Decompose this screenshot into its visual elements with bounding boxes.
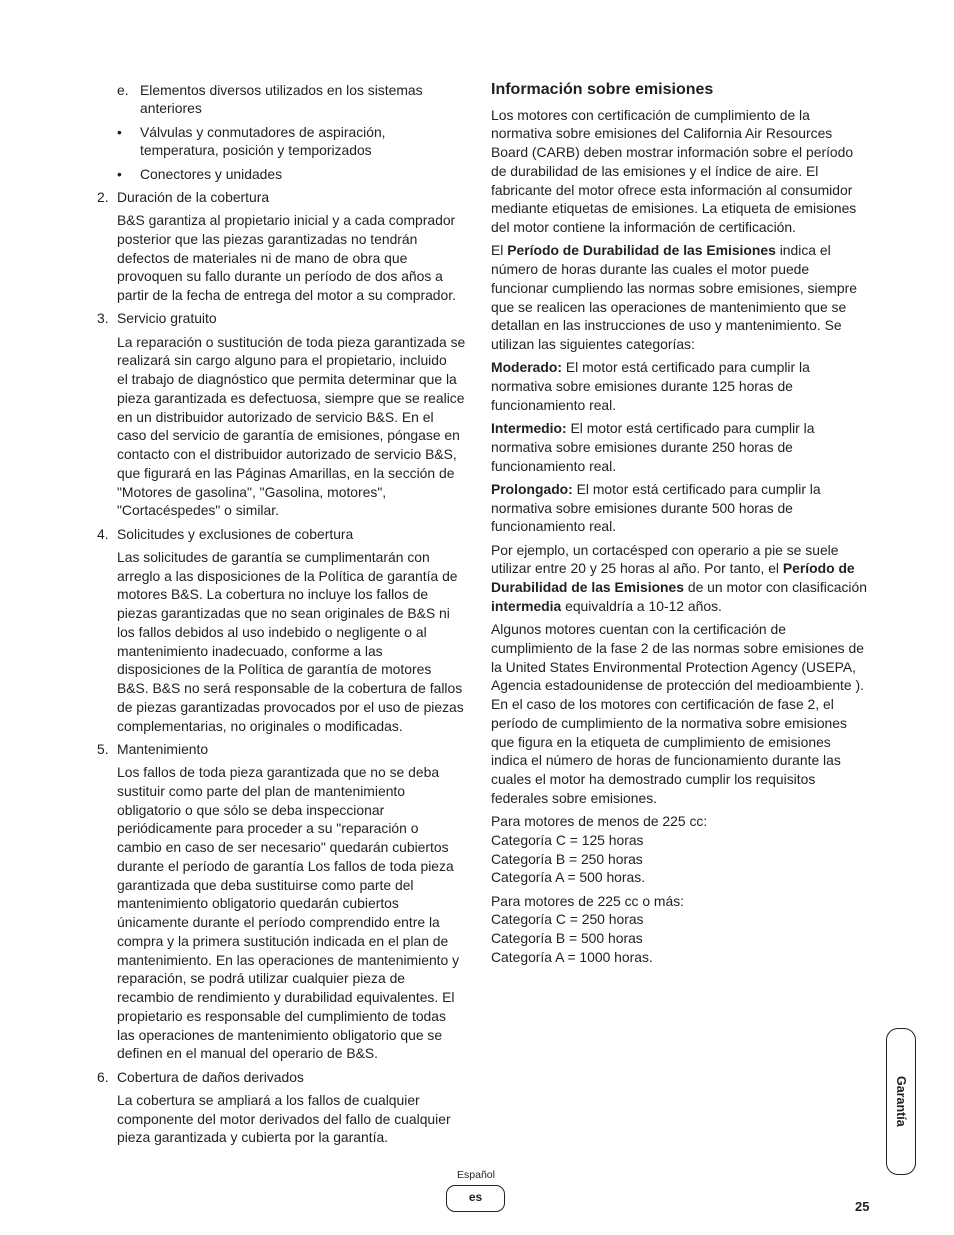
text-line: obligatorio o que sólo se deba inspeccionar: [117, 801, 385, 818]
numbered-heading: [97, 1068, 469, 1087]
text-line: realizará sin cargo alguno para el propietario, incluido: [117, 352, 447, 369]
text-line: que figura en la etiqueta de cumplimiento de emisiones: [491, 733, 831, 750]
body-paragraph: [491, 241, 876, 354]
text-line: caso del servicio de garantía de emisiones, póngase en: [117, 427, 460, 444]
text-line: Categoría C = 125 horas: [491, 831, 644, 848]
body-paragraph: [97, 333, 469, 521]
body-paragraph: [491, 358, 876, 414]
text-line: Board (CARB) deben mostrar información sobre el período: [491, 144, 854, 161]
text-line: Conectores y unidades: [140, 165, 283, 182]
text-line: [491, 597, 876, 616]
list-marker: e.: [117, 81, 129, 98]
text-line: en un distribuidor autorizado de servicio B&S. En el: [117, 408, 434, 425]
text-line: fabricante del motor ofrece esta información al consumidor: [491, 181, 853, 198]
text-line: funcionar cumpliendo las normas sobre emisiones, siempre: [491, 279, 857, 296]
item-number: 2.: [97, 188, 109, 205]
text-line: Los motores con certificación de cumplimiento de la: [491, 106, 810, 123]
text-line: las operaciones de mantenimiento obligatorio que se: [117, 1026, 443, 1043]
warranty-terms-column: [97, 81, 469, 1152]
text-line: arreglo a las disposiciones de la Política de garantía de: [117, 567, 458, 584]
emissions-info-column: [491, 106, 876, 972]
text-segment: El motor está certificado para cumplir la: [572, 480, 821, 497]
body-paragraph: [491, 541, 876, 616]
text-line: La reparación o sustitución de toda pieza garantizada se: [117, 333, 466, 350]
text-line: pieza garantizada y cubierta por la garantía.: [117, 1129, 389, 1146]
list-marker: •: [117, 165, 122, 182]
language-label: Español: [457, 1169, 495, 1181]
text-line: mantenimiento inadecuado, conforme a las: [117, 642, 383, 659]
bold-term: intermedia: [491, 597, 562, 614]
text-line: compra y la primera sustitución indicada en el plan de: [117, 932, 449, 949]
text-line: [491, 578, 876, 597]
text-line: Para motores de 225 cc o más:: [491, 892, 685, 909]
text-line: garantizada que deba sustituirse como parte del: [117, 876, 414, 893]
text-line: utilizan las siguientes categorías:: [491, 336, 695, 353]
bold-term: Prolongado:: [491, 480, 573, 497]
text-line: que se realicen las operaciones de mantenimiento que se: [491, 298, 847, 315]
text-line: periódicamente para proceder a su "reparación o: [117, 820, 419, 837]
text-line: sustituir como parte del plan de mantenimiento: [117, 782, 406, 799]
text-line: disposiciones de la Política de garantía de motores: [117, 661, 432, 678]
bold-term: Período de Durabilidad de las Emisiones: [507, 242, 776, 259]
text-line: recambio de rendimiento y durabilidad equivalentes. El: [117, 989, 455, 1006]
text-segment: utilizar entre 20 y 25 horas al año. Por tanto, el: [491, 560, 783, 577]
body-paragraph: [97, 211, 469, 305]
item-number: 4.: [97, 525, 109, 542]
text-line: mediante etiquetas de emisiones. La etiqueta de emisiones: [491, 200, 857, 217]
text-line: del motor contiene la información de certificación.: [491, 219, 796, 236]
text-line: de piezas garantizadas provocados por el uso de piezas: [117, 698, 464, 715]
text-line: piezas garantizadas que no sean originales de B&S ni: [117, 605, 450, 622]
section-tab-label: Garantía: [894, 1076, 908, 1127]
text-line: los fallos debidos al uso indebido o negligente o al: [117, 623, 427, 640]
text-line: Solicitudes y exclusiones de cobertura: [117, 525, 354, 542]
item-number: 3.: [97, 310, 109, 327]
text-line: Cobertura de daños derivados: [117, 1068, 304, 1085]
numbered-heading: [97, 740, 469, 759]
text-segment: El motor está certificado para cumplir la: [566, 420, 815, 437]
text-line: cuales el motor ha demostrado cumplir los requisitos: [491, 771, 816, 788]
emissions-heading: Información sobre emisiones: [491, 81, 714, 98]
section-tab: [886, 1028, 916, 1175]
text-line: funcionamiento real.: [491, 396, 617, 413]
text-line: Algunos motores cuentan con la certificación de: [491, 621, 786, 638]
text-segment: indica el: [775, 242, 831, 259]
text-line: cumplimiento de la fase 2 de las normas sobre emisiones de: [491, 639, 864, 656]
text-line: Categoría A = 1000 horas.: [491, 948, 653, 965]
bold-term: Moderado:: [491, 359, 562, 376]
language-code-badge: es: [446, 1185, 505, 1212]
text-segment: El: [491, 242, 508, 259]
text-line: "Motores de gasolina", "Gasolina, motores",: [117, 483, 387, 500]
text-line: motores B&S. La cobertura no incluye los fallos de: [117, 586, 429, 603]
text-line: durante el período de garantía Los fallos de toda pieza: [117, 857, 454, 874]
text-line: funcionamiento real.: [491, 457, 617, 474]
text-line: complementarias, no originales o modificadas.: [117, 717, 403, 734]
bold-term: Período de: [782, 560, 855, 577]
text-line: cambio en caso de ser necesario" quedarán cubiertos: [117, 839, 449, 856]
text-line: Servicio gratuito: [117, 310, 217, 327]
text-line: el trabajo de diagnóstico que permita determinar que la: [117, 371, 457, 388]
text-line: propietario es responsable del cumplimiento de todas: [117, 1007, 446, 1024]
text-line: Agencia estadounidense de protección del medioambiente ).: [491, 677, 864, 694]
text-line: mantenimiento obligatorio quedarán cubiertos: [117, 895, 399, 912]
item-number: 5.: [97, 740, 109, 757]
body-paragraph: [491, 419, 876, 475]
text-line: indica el número de horas de funcionamiento durante las: [491, 752, 841, 769]
body-paragraph: [491, 892, 876, 967]
text-line: B&S garantiza al propietario inicial y a cada comprador: [117, 212, 456, 229]
text-line: Mantenimiento: [117, 740, 209, 757]
text-line: pieza garantizada es defectuosa, siempre que se realice: [117, 389, 465, 406]
text-line: funcionamiento real.: [491, 518, 617, 535]
text-line: En el caso de los motores con certificación de fase 2, el: [491, 696, 834, 713]
text-line: Categoría B = 500 horas: [491, 930, 643, 947]
list-item: [97, 81, 469, 119]
text-line: B&S. B&S no será responsable de la cobertura de fallos: [117, 680, 463, 697]
text-line: normativa sobre emisiones durante 500 horas de: [491, 499, 793, 516]
text-line: normativa sobre emisiones del California Air Resources: [491, 125, 833, 142]
text-line: Categoría B = 250 horas: [491, 850, 643, 867]
text-line: definen en el manual del operario de B&S.: [117, 1045, 379, 1062]
bold-term: Durabilidad de las Emisiones: [491, 579, 684, 596]
page-number: 25: [855, 1199, 870, 1214]
body-paragraph: [491, 480, 876, 536]
text-segment: equivaldría a 10-12 años.: [561, 597, 722, 614]
text-line: período de cumplimiento de la normativa sobre emisiones: [491, 714, 847, 731]
text-line: Duración de la cobertura: [117, 188, 270, 205]
text-line: defectos de materiales ni de mano de obra que: [117, 249, 408, 266]
body-paragraph: [97, 763, 469, 1063]
text-line: anteriores: [140, 100, 202, 117]
text-line: [491, 241, 876, 260]
list-item: [97, 123, 469, 161]
numbered-heading: [97, 188, 469, 207]
text-line: [491, 480, 876, 499]
text-line: temperatura, posición y temporizados: [140, 142, 372, 159]
text-line: [491, 358, 876, 377]
text-line: La cobertura se ampliará a los fallos de cualquier: [117, 1091, 420, 1108]
text-line: Válvulas y conmutadores de aspiración,: [140, 123, 386, 140]
text-line: mantenimiento. En las operaciones de mantenimiento y: [117, 951, 460, 968]
text-line: posterior que las piezas garantizadas no tendrán: [117, 230, 418, 247]
list-item: [97, 165, 469, 184]
text-segment: de un motor con clasificación: [683, 579, 867, 596]
body-paragraph: [97, 1091, 469, 1147]
text-segment: El motor está certificado para cumplir la: [562, 359, 810, 376]
text-line: de durabilidad de las emisiones y el índice de aire. El: [491, 162, 819, 179]
text-line: Para motores de menos de 225 cc:: [491, 813, 708, 830]
text-line: componente del motor derivados del fallo de cualquier: [117, 1110, 451, 1127]
text-line: federales sobre emisiones.: [491, 789, 658, 806]
numbered-heading: [97, 309, 469, 328]
text-line: "Cortacéspedes" o similar.: [117, 502, 279, 519]
item-number: 6.: [97, 1068, 109, 1085]
bold-term: Intermedio:: [491, 420, 567, 437]
text-line: Categoría A = 500 horas.: [491, 869, 646, 886]
text-line: Elementos diversos utilizados en los sistemas: [140, 81, 423, 98]
text-line: que figurará en las Páginas Amarillas, en la sección de: [117, 464, 455, 481]
text-line: número de horas durante las cuales el motor puede: [491, 261, 810, 278]
body-paragraph: [491, 812, 876, 887]
text-line: Las solicitudes de garantía se cumplimentarán con: [117, 548, 430, 565]
list-marker: •: [117, 123, 122, 140]
text-line: contacto con el distribuidor autorizado de servicio B&S,: [117, 446, 457, 463]
text-line: Por ejemplo, un cortacésped con operario a pie se suele: [491, 541, 839, 558]
text-line: normativa sobre emisiones durante 250 horas de: [491, 438, 793, 455]
text-line: provoquen su fallo durante un período de dos años a: [117, 268, 443, 285]
text-line: normativa sobre emisiones durante 125 horas de: [491, 378, 793, 395]
text-line: reparación, se podrá utilizar cualquier pieza de: [117, 970, 406, 987]
text-line: detallan en las instrucciones de uso y mantenimiento. Se: [491, 317, 842, 334]
text-line: Categoría C = 250 horas: [491, 911, 644, 928]
body-paragraph: [97, 548, 469, 736]
text-line: Los fallos de toda pieza garantizada que no se deba: [117, 764, 440, 781]
text-line: la United States Environmental Protection Agency (USEPA,: [491, 658, 856, 675]
numbered-heading: [97, 525, 469, 544]
text-line: [491, 559, 876, 578]
text-line: únicamente durante el período comprendido entre la: [117, 914, 440, 931]
body-paragraph: [491, 620, 876, 808]
body-paragraph: [491, 106, 876, 237]
text-line: partir de la fecha de entrega del motor a su comprador.: [117, 287, 456, 304]
text-line: [491, 419, 876, 438]
